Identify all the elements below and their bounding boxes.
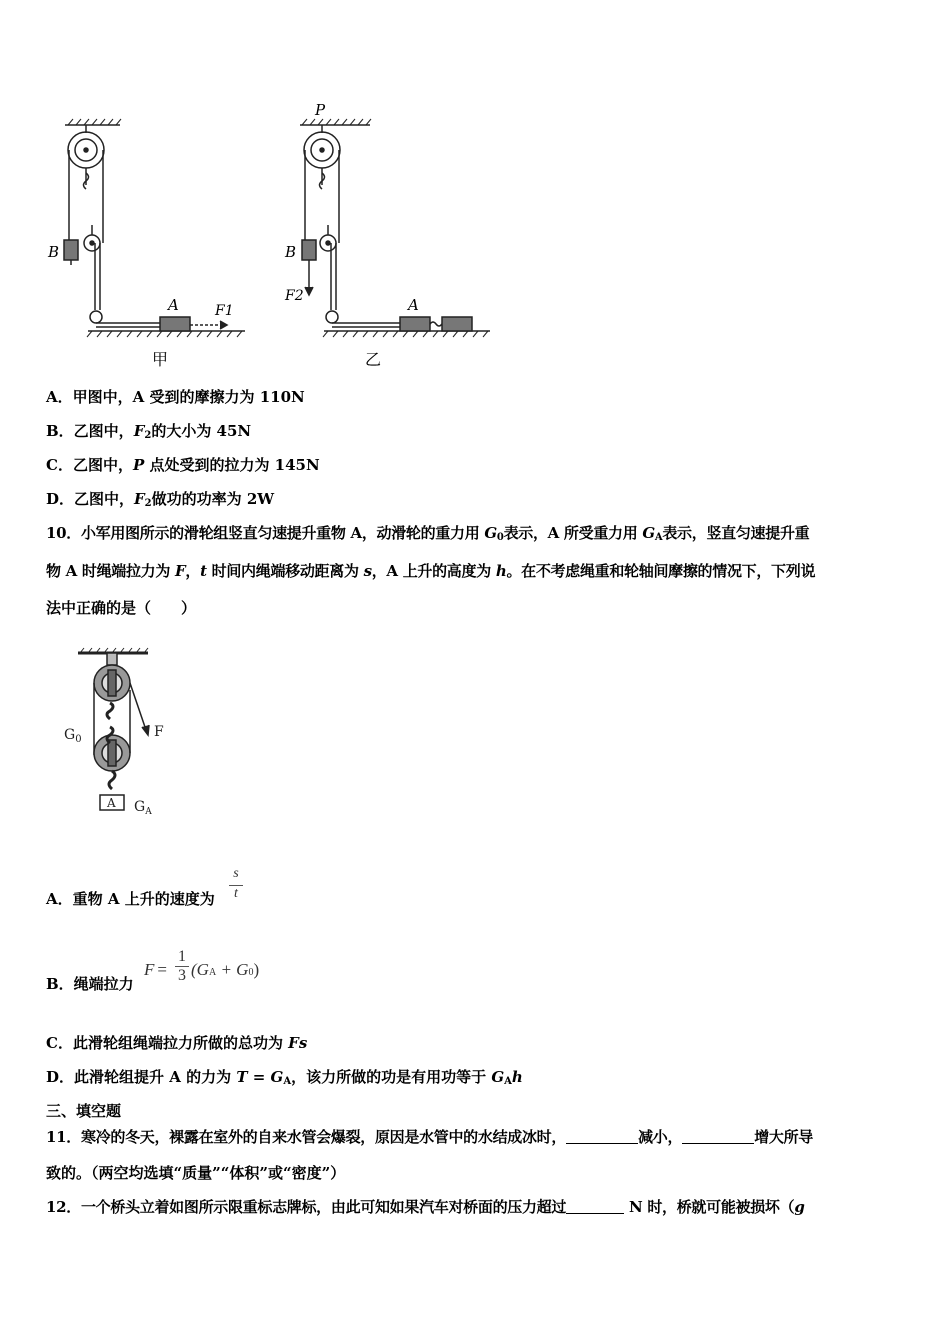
formula-ga-plus-g0: (GA + G0) — [191, 960, 260, 979]
formula-F-equals: F = — [144, 960, 167, 979]
fraction-s-over-t: s t — [229, 866, 243, 902]
answer-blank-1[interactable] — [566, 1129, 638, 1144]
label-F1: F1 — [215, 303, 234, 319]
label-B-jia: B — [48, 243, 60, 261]
q11-line1: 11．寒冷的冬天，裸露在室外的自来水管会爆裂，原因是水管中的水结成冰时， 减小， 增大所导 — [46, 1128, 813, 1146]
label-A-jia: A — [168, 296, 179, 314]
q10-option-d: D．此滑轮组提升 A 的力为 $T = G_A$，该力所做的功是有用功等于 $G_Ah$ — [46, 1068, 523, 1087]
q10-stem-line3: 法中正确的是（ ） — [46, 599, 197, 617]
formula-one-third: 1 3 — [175, 948, 189, 985]
label-A-yi: A — [408, 296, 419, 314]
q9-option-d: D．乙图中，$F_2$做功的功率为 2W — [46, 490, 275, 509]
figure-yi — [300, 119, 490, 337]
q9-option-a: A．甲图中，A 受到的摩擦力为 110N — [46, 388, 305, 406]
q10-stem-line2: 物 A 时绳端拉力为 F，t 时间内绳端移动距离为 s，A 上升的高度为 h。在不考虑绳重和轮轴间摩擦的情况下，下列说 — [46, 562, 816, 580]
fig-label-G0: $G_0$ — [64, 727, 82, 745]
section-title-fill-in: 三、填空题 — [46, 1102, 122, 1120]
pulley-figure-jia-yi — [40, 95, 510, 380]
q10-option-c: C．此滑轮组绳端拉力所做的总功为 Fs — [46, 1034, 308, 1052]
answer-blank-2[interactable] — [682, 1129, 754, 1144]
label-F2: F2 — [285, 288, 304, 304]
q10-stem-line1: 10．小军用图所示的滑轮组竖直匀速提升重物 A，动滑轮的重力用 $G_0$表示，A 所受重力用 $G_A$表示，竖直匀速提升重 — [46, 524, 810, 543]
q10-option-a: A．重物 A 上升的速度为 — [46, 890, 215, 908]
caption-yi: 乙 — [365, 350, 382, 369]
label-P: P — [315, 101, 326, 119]
q9-option-c: C．乙图中，P 点处受到的拉力为 145N — [46, 456, 320, 474]
pulley-figure-q10 — [58, 645, 178, 825]
q11-line2: 致的。（两空均选填“质量”“体积”或“密度”） — [46, 1164, 346, 1182]
answer-blank-3[interactable] — [566, 1199, 624, 1214]
label-B-yi: B — [285, 243, 297, 261]
fig-label-A: A — [107, 796, 116, 810]
q12-line1: 12．一个桥头立着如图所示限重标志牌标，由此可知如果汽车对桥面的压力超过 N 时，桥就可能被损坏（g — [46, 1198, 805, 1216]
caption-jia: 甲 — [152, 350, 169, 369]
fig-label-GA: $G_A$ — [134, 799, 152, 817]
q9-option-b: B．乙图中，$F_2$的大小为 45N — [46, 422, 252, 441]
fig-label-F: F — [154, 724, 164, 740]
q10-option-b: B．绳端拉力 — [46, 975, 134, 993]
